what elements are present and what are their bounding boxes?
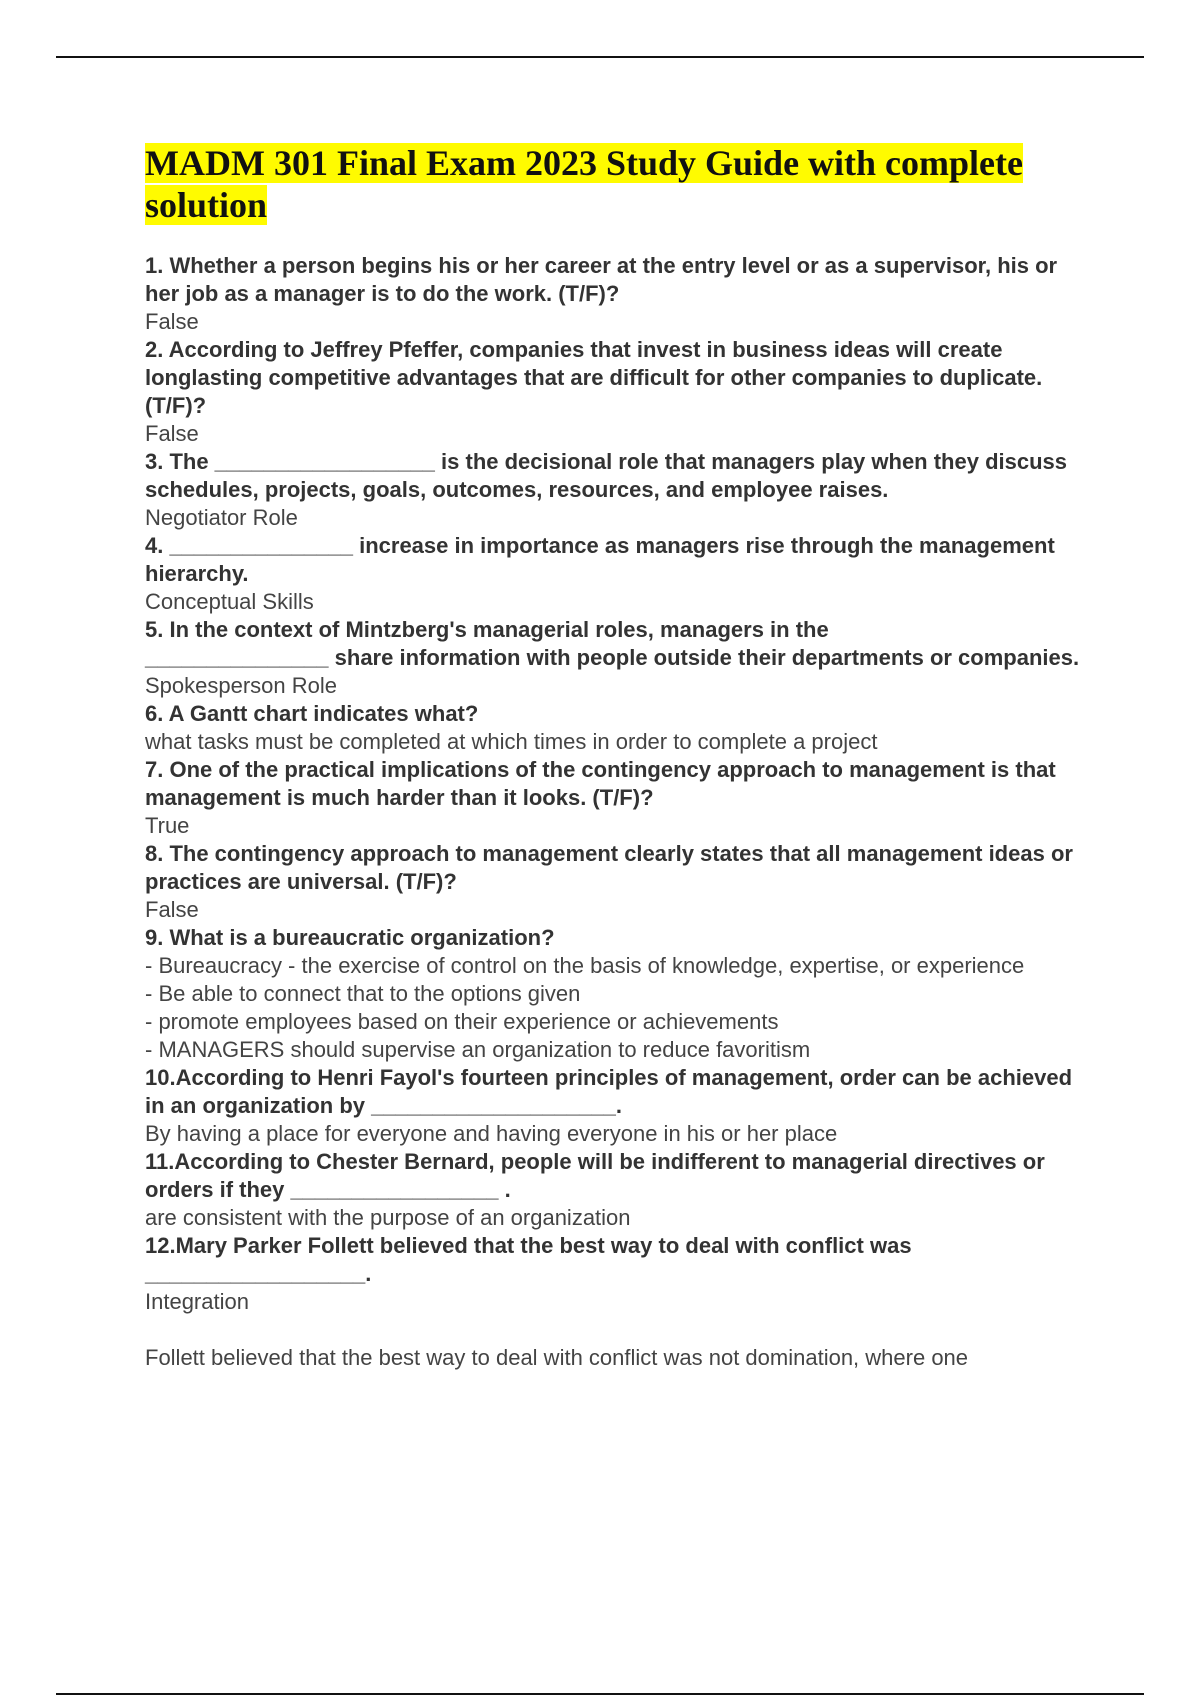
answer-text: By having a place for everyone and having everyone in his or her place [145, 1121, 838, 1146]
qa-item [145, 448, 1090, 532]
qa-item [145, 336, 1090, 448]
document-title [145, 142, 1090, 226]
question-text: 10.According to Henri Fayol's fourteen principles of management, order can be achieved in an organization by ____________________. [145, 1065, 1073, 1118]
question-text: 11.According to Chester Bernard, people will be indifferent to managerial directives or orders if they _________________ . [145, 1149, 1045, 1202]
question-text: 2. According to Jeffrey Pfeffer, companies that invest in business ideas will create longlasting competitive advantages that are difficult for other companies to duplicate. (T/F)? [145, 337, 1043, 418]
answer-text: False [145, 897, 199, 922]
qa-item [145, 252, 1090, 336]
answer-text: - Bureaucracy - the exercise of control on the basis of knowledge, expertise, or experience - Be able to connect that to the options given - promote employees based on their experience or achievements - MANAGERS should supervise an organization to reduce favoritism [145, 953, 1025, 1062]
answer-text: what tasks must be completed at which times in order to complete a project [145, 729, 878, 754]
question-text: 7. One of the practical implications of the contingency approach to management is that management is much harder than it looks. (T/F)? [145, 757, 1056, 810]
answer-text: Conceptual Skills [145, 589, 314, 614]
answer-text: Integration [145, 1289, 249, 1314]
answer-text: False [145, 309, 199, 334]
qa-item [145, 756, 1090, 840]
qa-item [145, 532, 1090, 616]
question-text: 9. What is a bureaucratic organization? [145, 925, 555, 950]
answer-text: Spokesperson Role [145, 673, 338, 698]
qa-item [145, 1148, 1090, 1232]
qa-item [145, 1064, 1090, 1148]
question-text: 4. _______________ increase in importance as managers rise through the management hierarchy. [145, 533, 1055, 586]
answer-text: True [145, 813, 190, 838]
qa-list [145, 252, 1090, 1316]
question-text: 6. A Gantt chart indicates what? [145, 701, 479, 726]
top-rule [56, 56, 1144, 58]
question-text: 8. The contingency approach to management clearly states that all management ideas or practices are universal. (T/F)? [145, 841, 1073, 894]
question-text: 12.Mary Parker Follett believed that the best way to deal with conflict was __________________. [145, 1233, 912, 1286]
trailing-paragraph: Follett believed that the best way to deal with conflict was not domination, where one [145, 1345, 969, 1370]
qa-item [145, 1232, 1090, 1316]
qa-item [145, 840, 1090, 924]
answer-text: False [145, 421, 199, 446]
document-body [145, 142, 1090, 1372]
question-text: 5. In the context of Mintzberg's managerial roles, managers in the _______________ share information with people outside their departments or companies. [145, 617, 1080, 670]
qa-item [145, 924, 1090, 1064]
answer-text: Negotiator Role [145, 505, 298, 530]
question-text: 3. The __________________ is the decisional role that managers play when they discuss schedules, projects, goals, outcomes, resources, and employee raises. [145, 449, 1068, 502]
bottom-rule [56, 1693, 1144, 1695]
question-text: 1. Whether a person begins his or her career at the entry level or as a supervisor, his or her job as a manager is to do the work. (T/F)? [145, 253, 1058, 306]
qa-item [145, 616, 1090, 700]
title-highlight: MADM 301 Final Exam 2023 Study Guide with complete solution [145, 143, 1023, 225]
answer-text: are consistent with the purpose of an organization [145, 1205, 631, 1230]
qa-item [145, 700, 1090, 756]
